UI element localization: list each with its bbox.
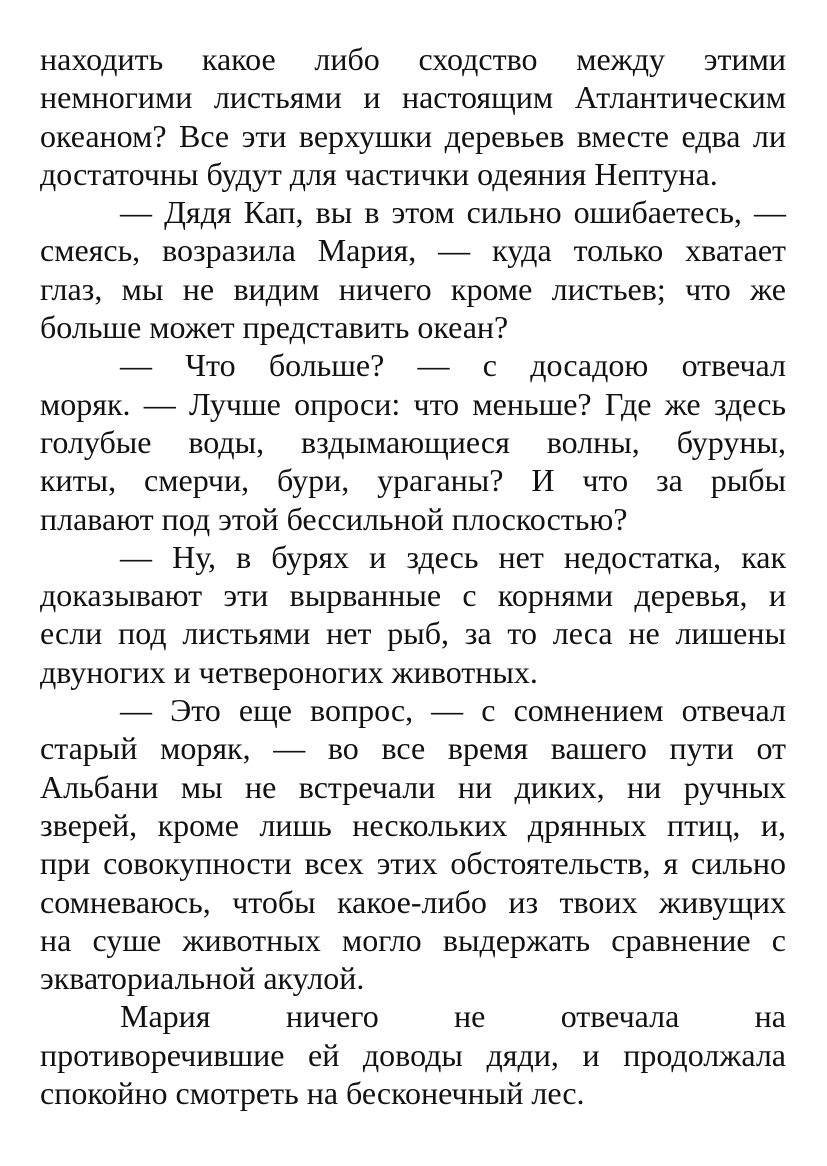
text-line: — Ну, в бурях и здесь нет недостатка, как bbox=[120, 538, 786, 575]
text-line: зверей, кроме лишь нескольких дрянных птиц, и, bbox=[40, 806, 786, 843]
text-line: на суше животных могло выдержать сравнение с bbox=[40, 921, 786, 958]
text-line: старый моряк, — во все время вашего пути от bbox=[40, 730, 786, 767]
text-line: находить какое либо сходство между этими bbox=[40, 41, 786, 77]
paragraph bbox=[40, 997, 786, 1112]
text-line: сомневаюсь, чтобы какое-либо из твоих живущих bbox=[40, 883, 786, 920]
text-line: моряк. — Лучше опроси: что меньше? Где же здесь bbox=[40, 385, 786, 422]
text-line: двуногих и четвероногих животных. bbox=[40, 653, 538, 690]
paragraph bbox=[40, 538, 786, 691]
text-line: — Что больше? — с досадою отвечал bbox=[120, 347, 786, 384]
text-line: противоречившие ей доводы дяди, и продолжала bbox=[40, 1036, 786, 1073]
text-line: — Дядя Кап, вы в этом сильно ошибаетесь, — bbox=[120, 194, 786, 231]
text-line: океаном? Все эти верхушки деревьев вместе едва ли bbox=[40, 117, 786, 154]
text-line: смеясь, возразила Мария, — куда только хватает bbox=[40, 232, 786, 269]
document-page bbox=[40, 40, 786, 1112]
text-line: если под листьями нет рыб, за то леса не лишены bbox=[40, 615, 786, 652]
text-line: спокойно смотреть на бесконечный лес. bbox=[40, 1075, 585, 1112]
text-line: Альбани мы не встречали ни диких, ни ручных bbox=[40, 768, 786, 805]
text-line: киты, смерчи, бури, ураганы? И что за рыбы bbox=[40, 462, 786, 499]
text-line: глаз, мы не видим ничего кроме листьев; что же bbox=[40, 270, 786, 307]
paragraph bbox=[40, 691, 786, 997]
text-line: больше может представить океан? bbox=[40, 309, 509, 346]
text-line: — Это еще вопрос, — с сомнением отвечал bbox=[120, 692, 786, 729]
text-line: голубые воды, вздымающиеся волны, буруны, bbox=[40, 423, 786, 460]
paragraph bbox=[40, 346, 786, 537]
text-line: достаточны будут для частички одеяния Нептуна. bbox=[40, 155, 718, 192]
text-line: доказывают эти вырванные с корнями деревья, и bbox=[40, 577, 786, 614]
text-line: при совокупности всех этих обстоятельств, я сильно bbox=[40, 845, 786, 882]
paragraph bbox=[40, 40, 786, 193]
text-line: экваториальной акулой. bbox=[40, 960, 365, 997]
text-line: плавают под этой бессильной плоскостью? bbox=[40, 500, 628, 537]
paragraph bbox=[40, 193, 786, 346]
text-line: немногими листьями и настоящим Атлантическим bbox=[40, 79, 786, 116]
text-line: Мария ничего не отвечала на bbox=[120, 998, 786, 1035]
